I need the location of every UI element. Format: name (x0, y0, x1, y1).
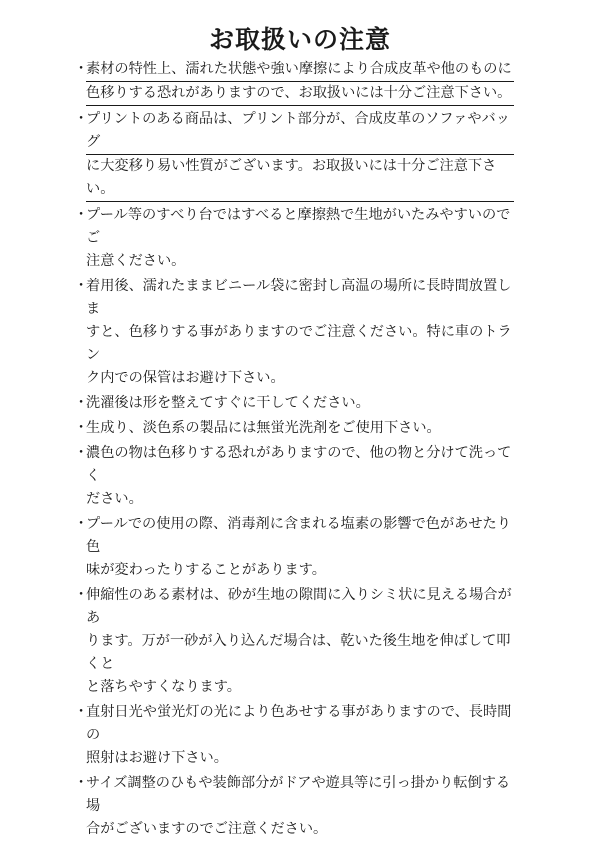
bullet-mark: ・ (74, 61, 89, 77)
caution-line: 生成り、淡色系の製品には無蛍光洗剤をご使用下さい。 (86, 420, 441, 436)
bullet-mark: ・ (74, 111, 89, 127)
caution-text (86, 275, 514, 390)
caution-line: 味が変わったりすることがあります。 (86, 562, 326, 578)
caution-text (86, 108, 514, 202)
bullet-mark: ・ (74, 516, 89, 532)
caution-item (74, 584, 514, 699)
caution-line: ださい。 (86, 491, 143, 507)
caution-text (86, 584, 514, 699)
caution-text (86, 392, 514, 415)
caution-line: プール等のすべり台ではすべると摩擦熱で生地がいたみやすいのでご (86, 207, 511, 246)
caution-text (86, 442, 514, 511)
caution-line: プールでの使用の際、消毒剤に含まれる塩素の影響で色があせたり色 (86, 516, 511, 555)
caution-item (74, 204, 514, 273)
caution-line: 注意ください。 (86, 253, 186, 269)
caution-line: 素材の特性上、濡れた状態や強い摩擦により合成皮革や他のものに (86, 58, 514, 82)
page-title: お取扱いの注意 (208, 25, 391, 54)
bullet-mark: ・ (74, 395, 89, 411)
caution-line: 直射日光や蛍光灯の光により色あせする事がありますので、長時間の (86, 704, 512, 743)
caution-line: と落ちやすくなります。 (86, 679, 241, 695)
caution-line: ります。万が一砂が入り込んだ場合は、乾いた後生地を伸ばして叩くと (86, 633, 511, 672)
caution-text (86, 204, 514, 273)
caution-item (74, 108, 514, 202)
caution-text (86, 58, 514, 106)
caution-line: 照射はお避け下さい。 (86, 750, 228, 766)
caution-text (86, 417, 514, 440)
caution-line: 濃色の物は色移りする恐れがありますので、他の物と分けて洗ってく (86, 445, 512, 484)
caution-item (74, 772, 514, 841)
caution-item (74, 392, 514, 415)
caution-line: 洗濯後は形を整えてすぐに干してください。 (86, 395, 370, 411)
caution-item (74, 417, 514, 440)
caution-line: サイズ調整のひもや装飾部分がドアや遊具等に引っ掛かり転倒する場 (86, 775, 511, 814)
caution-item (74, 58, 514, 106)
bullet-mark: ・ (74, 445, 89, 461)
caution-item (74, 701, 514, 770)
caution-line: 合がございますのでご注意ください。 (86, 821, 328, 837)
caution-line: 着用後、濡れたままビニール袋に密封し高温の場所に長時間放置しま (86, 278, 512, 317)
caution-text (86, 701, 514, 770)
caution-item (74, 513, 514, 582)
caution-line: 色移りする恐れがありますので、お取扱いには十分ご注意下さい。 (86, 82, 514, 106)
caution-item (74, 275, 514, 390)
bullet-mark: ・ (74, 587, 89, 603)
caution-text (86, 513, 514, 582)
bullet-mark: ・ (74, 704, 89, 720)
caution-line: すと、色移りする事がありますのでご注意ください。特に車のトラン (86, 324, 512, 363)
caution-list (74, 58, 514, 843)
caution-line: 伸縮性のある素材は、砂が生地の隙間に入りシミ状に見える場合があ (86, 587, 512, 626)
bullet-mark: ・ (74, 207, 89, 223)
bullet-mark: ・ (74, 420, 89, 436)
bullet-mark: ・ (74, 775, 89, 791)
caution-text (86, 772, 514, 841)
bullet-mark: ・ (74, 278, 89, 294)
caution-item (74, 442, 514, 511)
caution-line: に大変移り易い性質がございます。お取扱いには十分ご注意下さい。 (86, 155, 514, 202)
caution-line: プリントのある商品は、プリント部分が、合成皮革のソファやバッグ (86, 108, 514, 155)
caution-line: ク内での保管はお避け下さい。 (86, 370, 285, 386)
